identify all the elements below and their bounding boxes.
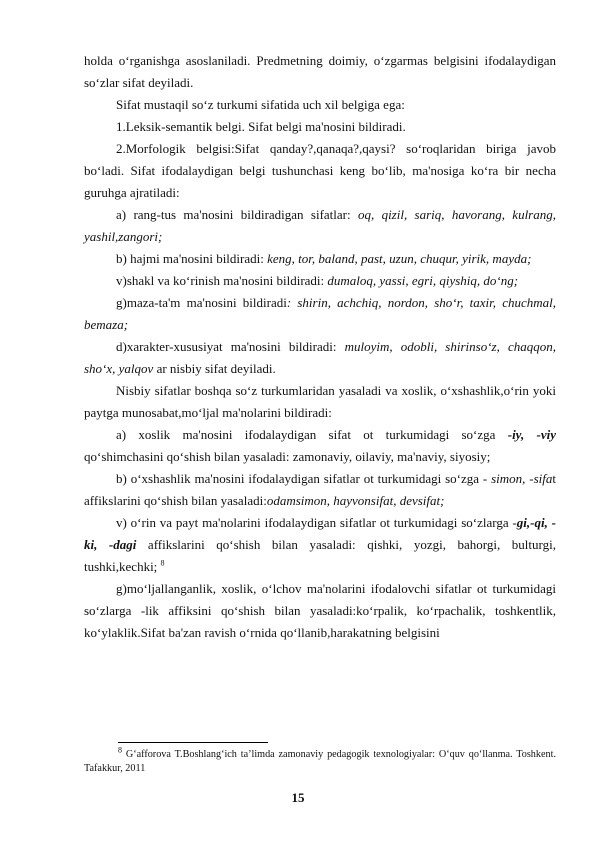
paragraph [84, 380, 556, 424]
paragraph [84, 468, 556, 512]
text-run: affikslarini qo‘shish bilan yasaladi: qishki, yozgi, bahorgi, bulturgi, tushki,kechki; [84, 537, 556, 574]
paragraph [84, 292, 556, 336]
text-run: odamsimon, hayvonsifat, devsifat; [266, 493, 445, 508]
text-run: Nisbiy sifatlar boshqa so‘z turkumlaridan yasaladi va xoslik, o‘xshashlik,o‘rin yoki paytga munosabat,mo‘ljal ma'nolarini bildiradi: [84, 383, 556, 420]
footnote-ref: 8 [160, 558, 165, 568]
paragraph [84, 204, 556, 248]
text-run: keng, tor, baland, past, uzun, chuqur, yirik, mayda; [267, 251, 532, 266]
footnote [84, 745, 556, 776]
text-run: ar nisbiy sifat deyiladi. [153, 361, 276, 376]
text-run: v)shakl va ko‘rinish ma'nosini bildiradi: [116, 273, 328, 288]
paragraph [84, 424, 556, 468]
text-run: muloyim, odobli, shirinso‘z, chaqqon, sho‘x, yalqov [84, 339, 556, 376]
text-run: a) xoslik ma'nosini ifodalaydigan sifat ot turkumidagi so‘zga [116, 427, 508, 442]
text-run: t affikslarini qo‘shish bilan yasaladi: [84, 471, 557, 508]
text-run: simon, -sifa [491, 471, 553, 486]
text-run: d)xarakter-xususiyat ma'nosini bildiradi: [116, 339, 345, 354]
text-run: : shirin, achchiq, nordon, sho‘r, taxir, chuchmal, bemaza; [84, 295, 556, 332]
paragraph [84, 578, 556, 644]
page-number: 15 [291, 790, 305, 805]
paragraph [84, 512, 556, 578]
text-run: qo‘shimchasini qo‘shish bilan yasaladi: zamonaviy, oilaviy, ma'naviy, siyosiy; [84, 449, 491, 464]
page-body [84, 50, 556, 644]
text-run: dumaloq, yassi, egri, qiyshiq, do‘ng; [327, 273, 519, 288]
footnote-text: G‘afforova T.Boshlang‘ich ta’limda zamonaviy pedagogik texnologiyalar: O‘quv qo‘llanma. Toshkent. Tafakkur, 2011 [84, 749, 556, 774]
text-run: holda o‘rganishga asoslaniladi. Predmetning doimiy, o‘zgarmas belgisini ifodalaydigan so‘zlar sifat deyiladi. [84, 53, 556, 90]
footnote-mark: 8 [118, 745, 122, 755]
text-run: a) rang-tus ma'nosini bildiradigan sifatlar: [116, 207, 358, 222]
paragraph [84, 50, 556, 94]
text-run: Sifat mustaqil so‘z turkumi sifatida uch xil belgiga ega: [116, 97, 405, 112]
paragraph [84, 270, 556, 292]
paragraph [84, 248, 556, 270]
text-run: 2.Morfologik belgisi:Sifat qanday?,qanaqa?,qaysi? so‘roqlaridan biriga javob bo‘ladi. Sifat ifodalaydigan belgi tushunchasi keng bo‘lib, ma'nosiga ko‘ra bir necha guruhga ajratiladi: [84, 141, 556, 200]
paragraph [84, 138, 556, 204]
text-run: b) o‘xshashlik ma'nosini ifodalaydigan sifatlar ot turkumidagi so‘zga - [116, 471, 492, 486]
footnote-divider [118, 742, 268, 743]
text-run: v) o‘rin va payt ma'nolarini ifodalaydigan sifatlar ot turkumidagi so‘zlarga - [116, 515, 517, 530]
paragraph [84, 336, 556, 380]
text-run: gi,-qi, -ki, -dagi [84, 515, 556, 552]
text-run: g)mo‘ljallanganlik, xoslik, o‘lchov ma'nolarini ifodalovchi sifatlar ot turkumidagi so‘zlarga -lik affiksini qo‘shish bilan yasaladi:ko‘rpalik, ko‘rpachalik, toshkentlik, ko‘ylaklik.Sifat ba'zan ravish o‘rnida qo‘llanib,harakatning belgisini [84, 581, 556, 640]
text-run: oq, qizil, sariq, havorang, kulrang, yashil,zangori; [84, 207, 556, 244]
paragraph [84, 94, 556, 116]
text-run: g)maza-ta'm ma'nosini bildiradi [116, 295, 287, 310]
text-run: b) hajmi ma'nosini bildiradi: [116, 251, 268, 266]
text-run: 1.Leksik-semantik belgi. Sifat belgi ma'nosini bildiradi. [116, 119, 406, 134]
text-run: -iy, -viy [507, 427, 556, 442]
paragraph [84, 116, 556, 138]
